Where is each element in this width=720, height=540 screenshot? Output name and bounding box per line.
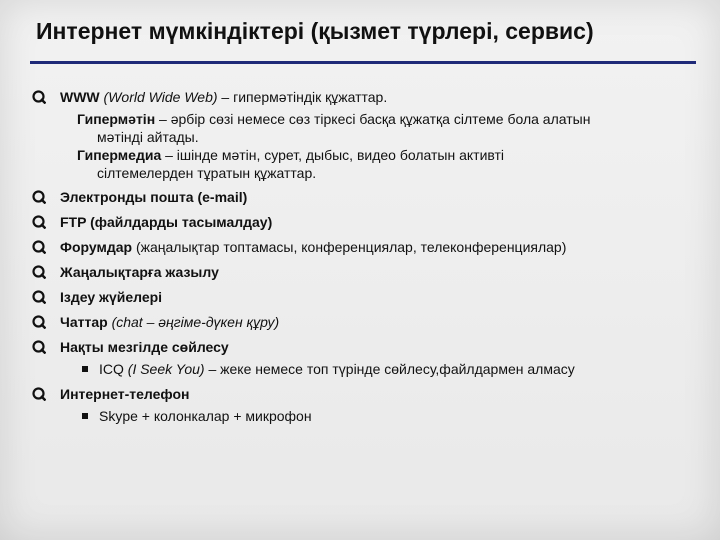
list-item-chats bbox=[30, 313, 705, 331]
hypertext-desc-2: мәтінді айтады. bbox=[97, 129, 199, 145]
sub-item-skype bbox=[30, 407, 705, 425]
square-bullet-icon bbox=[82, 366, 88, 372]
list-item-www bbox=[30, 88, 705, 106]
email-text: Электронды пошта (e-mail) bbox=[60, 189, 248, 205]
q-bullet-icon bbox=[32, 90, 46, 104]
list-item-forums bbox=[30, 238, 705, 256]
slide-title: Интернет мүмкіндіктері (қызмет түрлері, сервис) bbox=[36, 18, 594, 44]
q-bullet-icon bbox=[32, 315, 46, 329]
icq-paren: (I Seek You) bbox=[123, 361, 205, 377]
bullet-list bbox=[30, 88, 705, 432]
icq-label: ICQ bbox=[99, 361, 124, 377]
forums-label: Форумдар bbox=[60, 239, 133, 255]
hypermedia-definition bbox=[30, 146, 705, 182]
q-bullet-icon bbox=[32, 190, 46, 204]
forums-desc: (жаңалықтар топтамасы, конференциялар, телеконференциялар) bbox=[132, 239, 567, 255]
hypermedia-term: Гипермедиа bbox=[77, 147, 162, 163]
q-bullet-icon bbox=[32, 290, 46, 304]
www-paren: (World Wide Web) bbox=[99, 89, 218, 105]
list-item-email bbox=[30, 188, 705, 206]
chats-desc: (chat – әңгіме-дүкен құру) bbox=[107, 314, 280, 330]
q-bullet-icon bbox=[32, 387, 46, 401]
list-item-search bbox=[30, 288, 705, 306]
chats-label: Чаттар bbox=[60, 314, 108, 330]
hypertext-definition bbox=[30, 110, 705, 146]
hypermedia-desc-1: – ішінде мәтін, сурет, дыбыс, видео болатын активті bbox=[161, 147, 505, 163]
q-bullet-icon bbox=[32, 215, 46, 229]
square-bullet-icon bbox=[82, 413, 88, 419]
www-desc: – гипермәтіндік құжаттар. bbox=[217, 89, 388, 105]
q-bullet-icon bbox=[32, 240, 46, 254]
search-text: Іздеу жүйелері bbox=[60, 289, 163, 305]
icq-desc: – жеке немесе топ түрінде сөйлесу,файлдармен алмасу bbox=[204, 361, 575, 377]
list-item-news bbox=[30, 263, 705, 281]
title-underline bbox=[30, 61, 696, 64]
skype-text: Skype + колонкалар + микрофон bbox=[99, 408, 312, 424]
q-bullet-icon bbox=[32, 340, 46, 354]
hypermedia-desc-2: сілтемелерден тұратын құжаттар. bbox=[97, 165, 317, 181]
realtime-text: Нақты мезгілде сөйлесу bbox=[60, 339, 229, 355]
sub-item-icq bbox=[30, 360, 705, 378]
list-item-internet-phone bbox=[30, 385, 705, 403]
hypertext-term: Гипермәтін bbox=[77, 111, 156, 127]
q-bullet-icon bbox=[32, 265, 46, 279]
ftp-text: FTP (файлдарды тасымалдау) bbox=[60, 214, 273, 230]
internet-phone-text: Интернет-телефон bbox=[60, 386, 190, 402]
list-item-ftp bbox=[30, 213, 705, 231]
hypertext-desc-1: – әрбір сөзі немесе сөз тіркесі басқа құжатқа сілтеме бола алатын bbox=[155, 111, 591, 127]
news-text: Жаңалықтарға жазылу bbox=[60, 264, 219, 280]
www-label: WWW bbox=[60, 89, 100, 105]
list-item-realtime bbox=[30, 338, 705, 356]
